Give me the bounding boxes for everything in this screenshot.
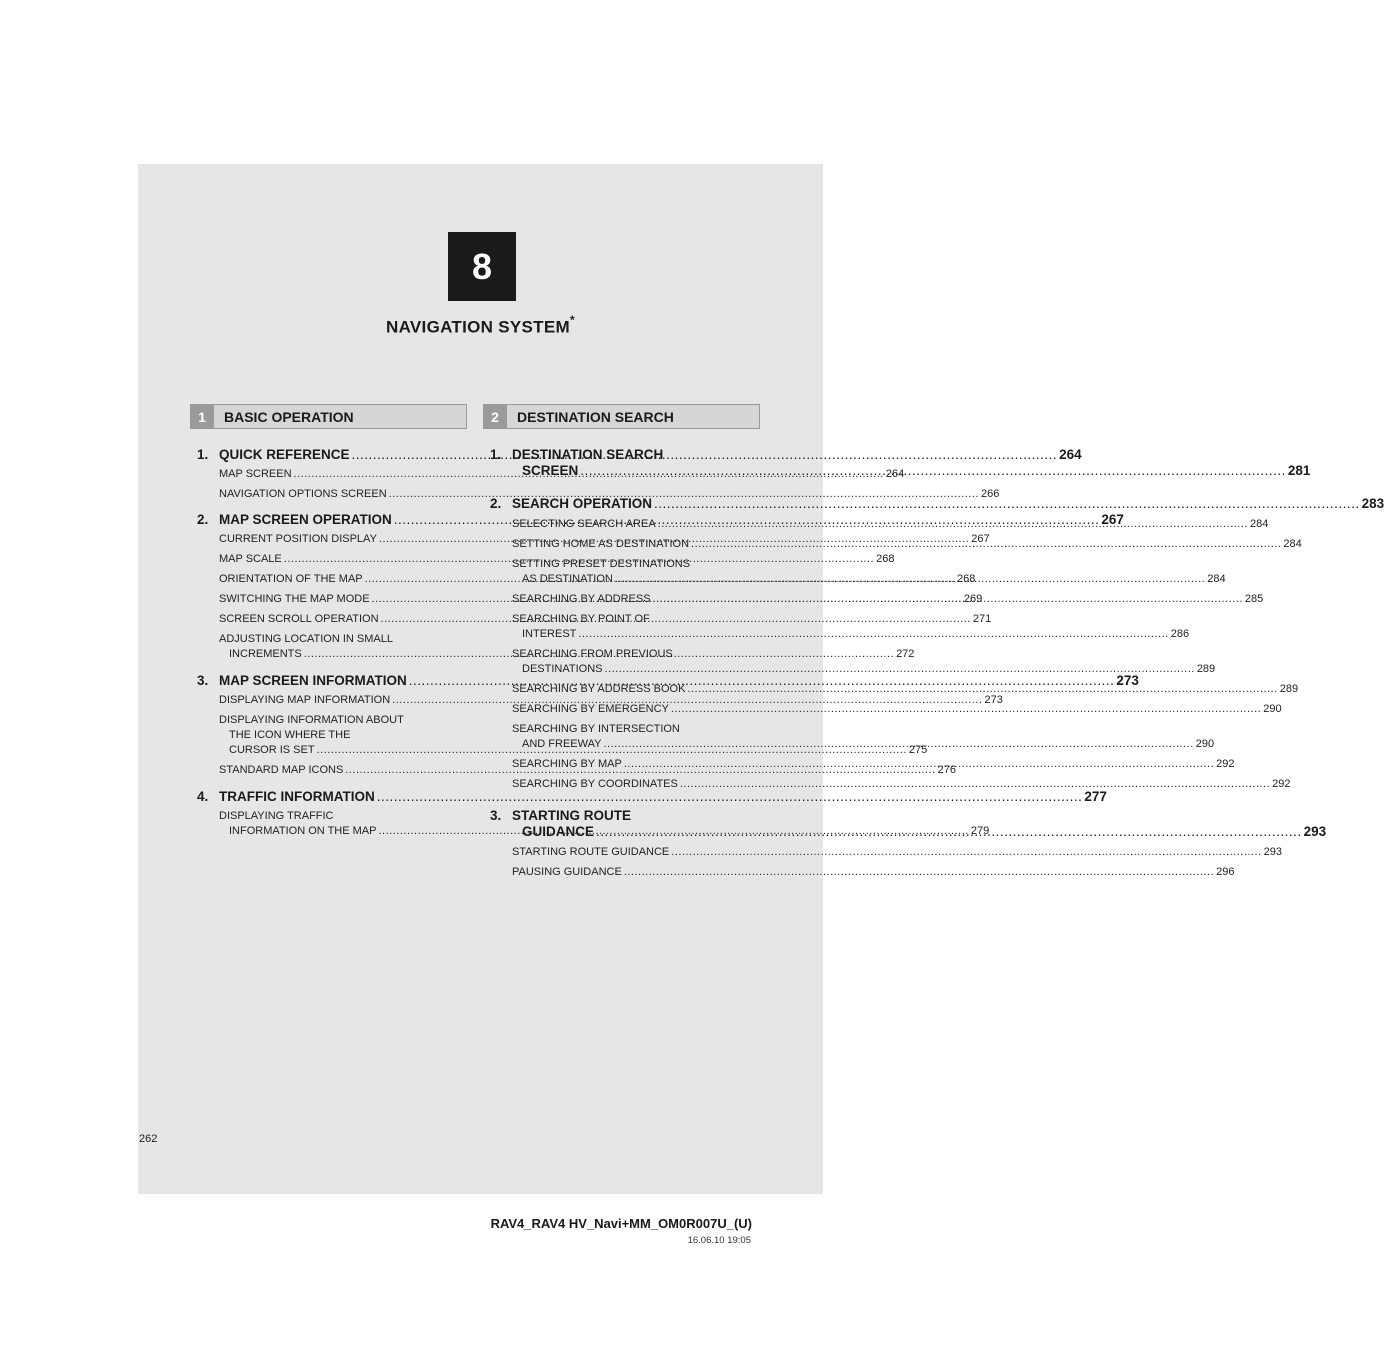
entry-label: ADJUSTING LOCATION IN SMALL [219,633,393,645]
entry-page: 292 [1272,778,1291,790]
entry-page: 285 [1244,593,1264,605]
entry-label: THE ICON WHERE THE [229,729,351,741]
entry-label: SEARCHING BY MAP [512,758,622,770]
toc-major-entry[interactable] [490,496,1384,512]
entry-label: INTEREST [522,628,577,640]
entry-page: 286 [1170,628,1190,640]
entry-label: SEARCHING BY INTERSECTION [512,723,680,735]
toc-minor-entry[interactable] [219,693,1003,708]
entry-page: 293 [1263,846,1282,858]
entry-label: DESTINATION SEARCH [512,447,664,462]
toc-minor-entry[interactable] [219,632,467,647]
entry-label: GUIDANCE [522,824,595,839]
entry-label: DISPLAYING MAP INFORMATION [219,694,391,706]
entry-label: MAP SCREEN [219,468,292,480]
entry-label: SEARCHING FROM PREVIOUS [512,648,673,660]
entry-label: SEARCHING BY ADDRESS [512,593,651,605]
toc-minor-entry[interactable] [512,777,1291,792]
entry-label: CURRENT POSITION DISPLAY [219,533,377,545]
entry-page: 283 [1361,496,1384,511]
entry-page: 289 [1196,663,1216,675]
entry-number: 3. [490,808,502,823]
entry-label: PAUSING GUIDANCE [512,866,622,878]
section-number: 2 [483,404,507,429]
entry-label: NAVIGATION OPTIONS SCREEN [219,488,387,500]
entry-number: 3. [197,673,209,688]
entry-page: 268 [876,553,895,565]
entry-number: 4. [197,789,209,804]
toc-major-entry[interactable] [490,447,760,463]
toc-minor-entry[interactable] [512,845,1282,860]
entry-label: SEARCH OPERATION [512,496,653,511]
entry-page: 296 [1216,866,1235,878]
entry-label: SETTING HOME AS DESTINATION [512,538,690,550]
entry-label: DISPLAYING INFORMATION ABOUT [219,714,404,726]
entry-label: DISPLAYING TRAFFIC [219,810,334,822]
entry-page: 284 [1207,573,1226,585]
toc-minor-entry[interactable] [512,647,760,662]
entry-page: 264 [885,468,905,480]
entry-label: SWITCHING THE MAP MODE [219,593,370,605]
entry-page: 272 [896,648,915,660]
toc-minor-entry[interactable] [512,682,1299,697]
toc-minor-entry[interactable] [512,722,760,737]
toc-minor-entry[interactable] [219,713,467,728]
toc-major-entry[interactable] [197,789,1107,805]
entry-page: 292 [1216,758,1235,770]
entry-label: SCREEN SCROLL OPERATION [219,613,379,625]
entry-page: 293 [1303,824,1327,839]
entry-number: 2. [197,512,209,527]
entry-label: SEARCHING BY POINT OF [512,613,650,625]
entry-label: STARTING ROUTE GUIDANCE [512,846,670,858]
entry-label: QUICK REFERENCE [219,447,350,462]
entry-label: SEARCHING BY COORDINATES [512,778,678,790]
entry-label: MAP SCREEN INFORMATION [219,673,407,688]
entry-label: SEARCHING BY EMERGENCY [512,703,669,715]
document-id: RAV4_RAV4 HV_Navi+MM_OM0R007U_(U) [490,1216,752,1231]
toc-minor-entry[interactable] [219,487,1000,502]
entry-page: 264 [1059,447,1082,462]
entry-label: SEARCHING BY ADDRESS BOOK [512,683,686,695]
toc-minor-entry[interactable] [512,702,1282,717]
entry-label: SELECTING SEARCH AREA [512,518,656,530]
toc-minor-entry-cont [219,728,467,743]
entry-label: INFORMATION ON THE MAP [229,825,377,837]
entry-number: 1. [490,447,502,462]
entry-label: STARTING ROUTE [512,808,631,823]
entry-page: 268 [956,573,976,585]
entry-label: AND FREEWAY [522,738,602,750]
entry-label: AS DESTINATION [522,573,613,585]
entry-page: 269 [963,593,983,605]
entry-page: 277 [1084,789,1107,804]
entry-label: SCREEN [522,463,579,478]
chapter-number: 8 [471,245,493,287]
section-header-basic [190,404,467,429]
entry-page: 284 [1283,538,1302,550]
entry-page: 273 [1116,673,1139,688]
section-label: DESTINATION SEARCH [517,408,674,425]
entry-number: 1. [197,447,209,462]
chapter-number-box [448,232,516,301]
entry-page: 267 [1101,512,1124,527]
toc-minor-entry-cont[interactable] [512,662,1216,677]
toc-minor-entry-cont[interactable] [512,627,1190,642]
toc-minor-entry[interactable] [512,865,1235,880]
entry-label: DESTINATIONS [522,663,603,675]
entry-page: 276 [937,764,956,776]
chapter-title-text: NAVIGATION SYSTEM [386,317,570,337]
chapter-title-mark: * [569,313,575,327]
entry-label: CURSOR IS SET [229,744,315,756]
section-number: 1 [190,404,214,429]
toc-minor-entry[interactable] [219,467,905,482]
section-header-destination [483,404,760,429]
entry-label: INCREMENTS [229,648,302,660]
section-label: BASIC OPERATION [224,408,354,425]
chapter-title [138,315,823,338]
entry-page: 284 [1249,518,1269,530]
toc-minor-entry[interactable] [219,809,467,824]
entry-label: STANDARD MAP ICONS [219,764,344,776]
entry-page: 290 [1263,703,1282,715]
entry-page: 267 [971,533,990,545]
toc-minor-entry[interactable] [512,557,760,572]
page-number: 262 [139,1133,158,1145]
entry-page: 279 [970,825,990,837]
print-date: 16.06.10 19:05 [687,1235,751,1246]
entry-page: 275 [908,744,928,756]
entry-label: MAP SCALE [219,553,282,565]
entry-page: 281 [1287,463,1311,478]
entry-label: ORIENTATION OF THE MAP [219,573,363,585]
entry-page: 271 [972,613,992,625]
entry-number: 2. [490,496,502,511]
toc-major-entry[interactable] [490,808,760,824]
toc-minor-entry[interactable] [512,612,760,627]
entry-label: SETTING PRESET DESTINATIONS [512,558,691,570]
entry-page: 266 [981,488,1000,500]
entry-label: TRAFFIC INFORMATION [219,789,375,804]
entry-page: 273 [984,694,1003,706]
entry-page: 290 [1195,738,1215,750]
entry-page: 289 [1279,683,1299,695]
entry-label: MAP SCREEN OPERATION [219,512,392,527]
